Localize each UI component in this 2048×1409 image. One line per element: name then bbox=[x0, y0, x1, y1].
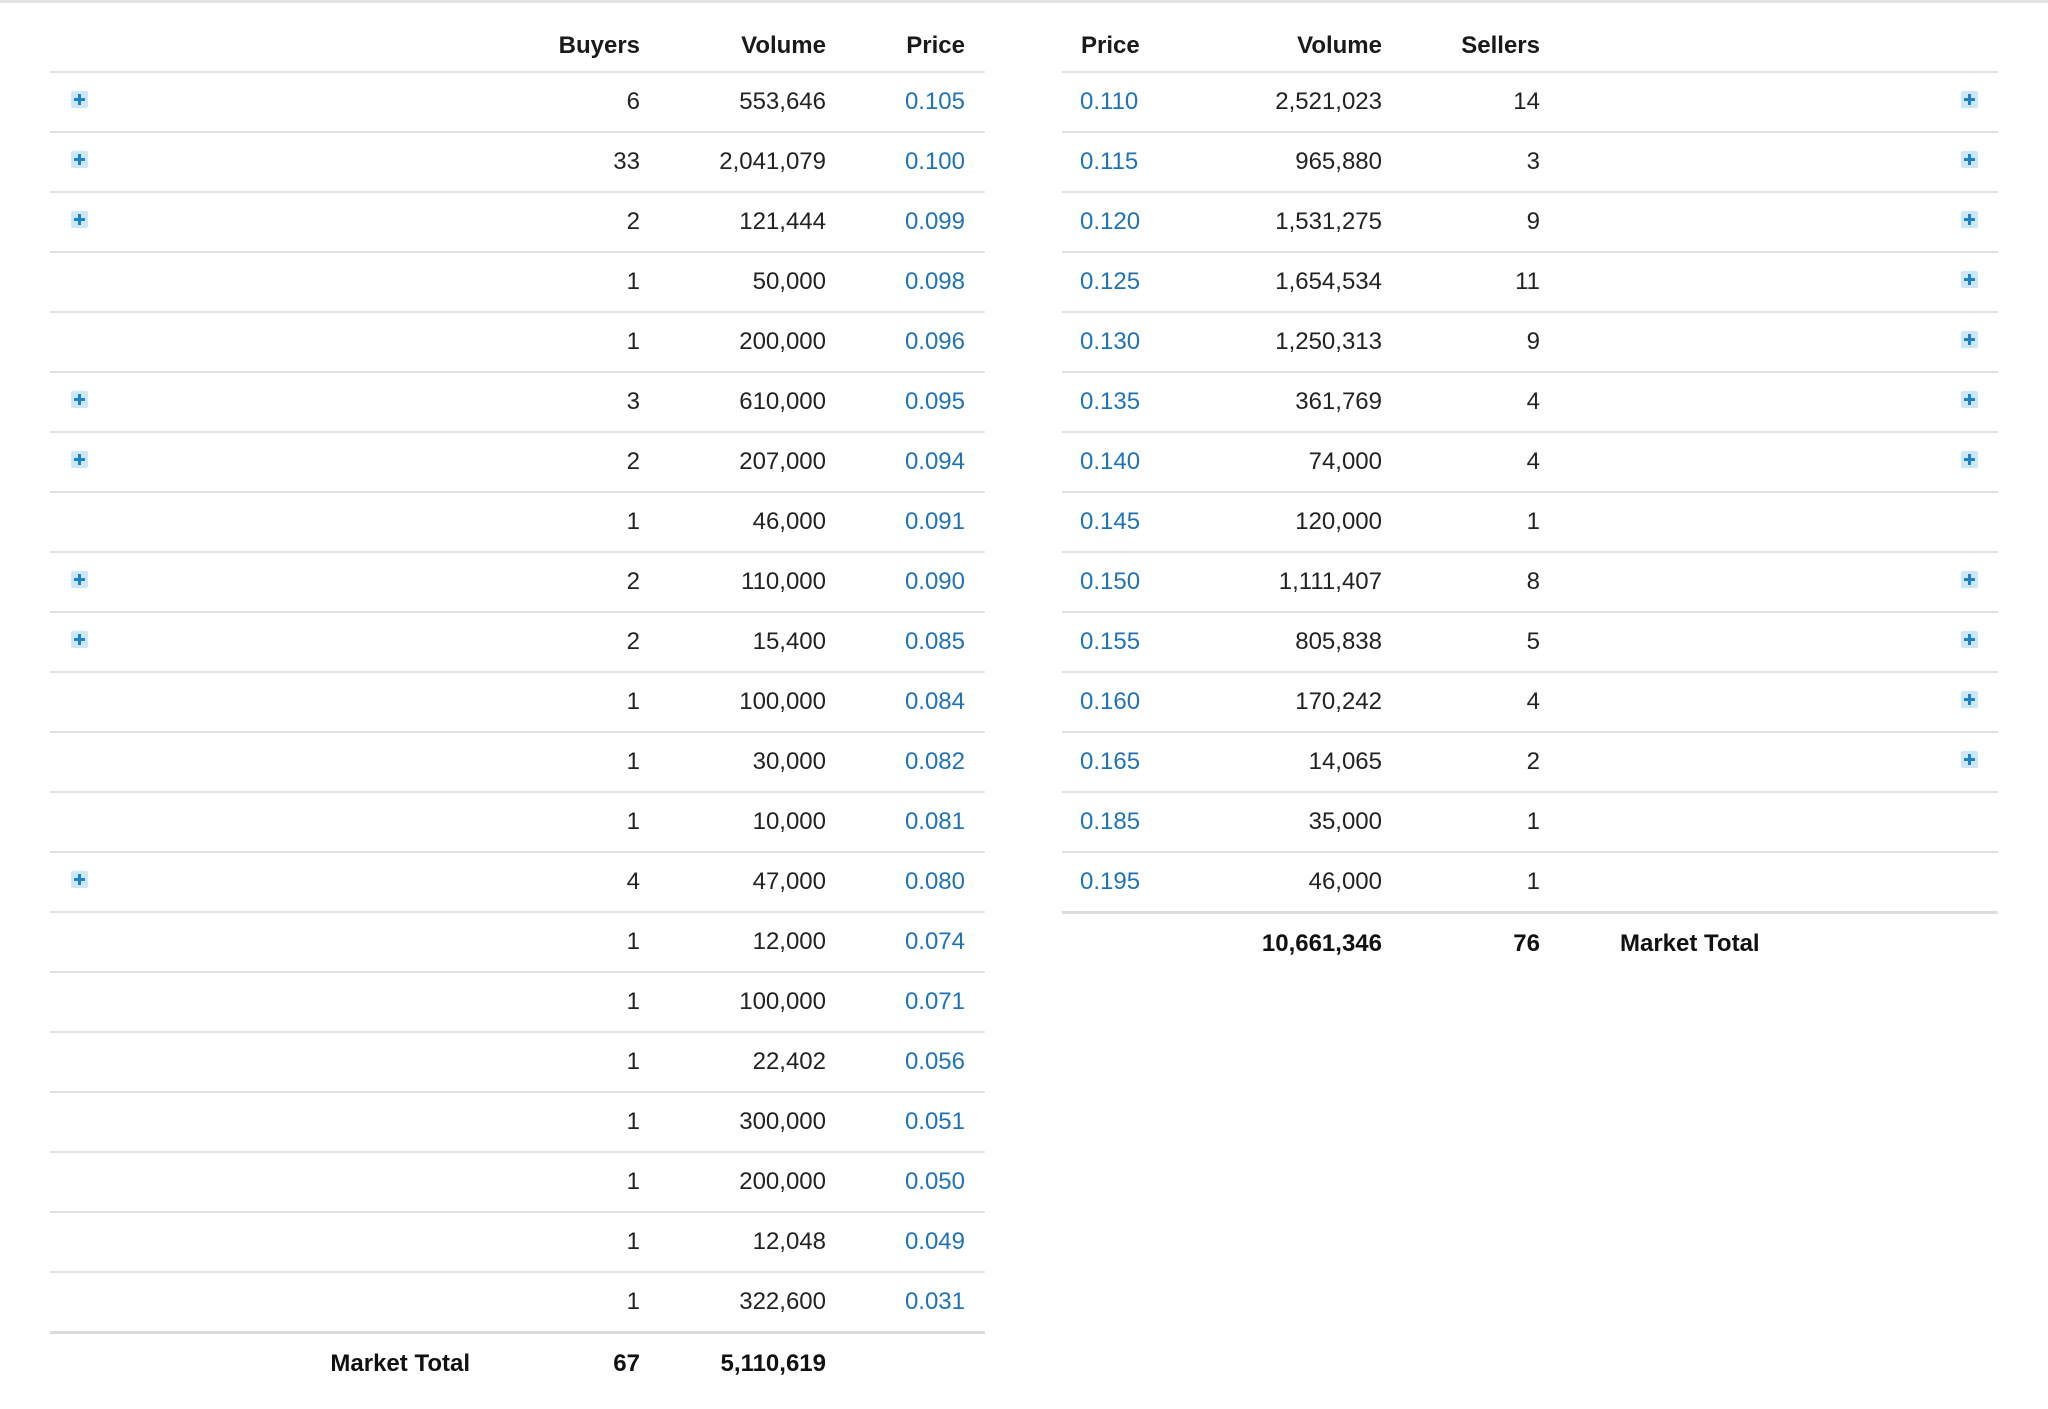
buyer-expand-cell bbox=[50, 252, 500, 312]
buyer-expand-cell bbox=[50, 132, 500, 192]
sellers-column-header: Sellers bbox=[1382, 20, 1540, 72]
buyers-market-total-row bbox=[50, 1333, 985, 1395]
buyer-row bbox=[50, 852, 985, 912]
seller-row bbox=[1062, 792, 1998, 852]
seller-volume: 965,880 bbox=[1227, 132, 1382, 192]
seller-expand-cell bbox=[1540, 612, 1998, 672]
seller-price-link[interactable]: 0.160 bbox=[1080, 688, 1141, 715]
buyer-count: 1 bbox=[500, 732, 640, 792]
buyer-count: 1 bbox=[500, 792, 640, 852]
sellers-rows bbox=[1062, 72, 1998, 974]
buyer-expand-cell bbox=[50, 1212, 500, 1272]
buyer-volume: 610,000 bbox=[640, 372, 826, 432]
plus-icon[interactable] bbox=[1961, 451, 1978, 468]
seller-row bbox=[1062, 552, 1998, 612]
seller-price-link[interactable]: 0.130 bbox=[1080, 328, 1141, 355]
buyer-count: 1 bbox=[500, 1032, 640, 1092]
seller-count: 9 bbox=[1382, 192, 1540, 252]
buyer-price-link[interactable]: 0.071 bbox=[904, 988, 965, 1015]
buyer-expand-cell bbox=[50, 972, 500, 1032]
buyer-count: 4 bbox=[500, 852, 640, 912]
buyers-price-column-header: Price bbox=[826, 20, 985, 72]
buyer-count: 33 bbox=[500, 132, 640, 192]
buyer-expand-cell bbox=[50, 492, 500, 552]
buyers-total-count: 67 bbox=[500, 1333, 640, 1395]
buyer-price-cell bbox=[826, 1272, 985, 1333]
buyer-volume: 30,000 bbox=[640, 732, 826, 792]
seller-row bbox=[1062, 372, 1998, 432]
seller-expand-cell bbox=[1540, 672, 1998, 732]
buyer-expand-cell bbox=[50, 1092, 500, 1152]
buyer-expand-cell bbox=[50, 1272, 500, 1333]
seller-price-link[interactable]: 0.165 bbox=[1080, 748, 1141, 775]
buyer-price-link[interactable]: 0.100 bbox=[904, 148, 965, 175]
seller-price-link[interactable]: 0.195 bbox=[1080, 868, 1141, 895]
seller-count: 3 bbox=[1382, 132, 1540, 192]
buyer-price-link[interactable]: 0.091 bbox=[904, 508, 965, 535]
buyer-row bbox=[50, 252, 985, 312]
buyer-price-cell bbox=[826, 1032, 985, 1092]
sellers-expand-header bbox=[1540, 20, 1998, 72]
buyer-price-link[interactable]: 0.105 bbox=[904, 88, 965, 115]
buyer-row bbox=[50, 432, 985, 492]
buyer-price-cell bbox=[826, 312, 985, 372]
buyer-price-link[interactable]: 0.099 bbox=[904, 208, 965, 235]
buyer-price-link[interactable]: 0.049 bbox=[904, 1228, 965, 1255]
seller-count: 4 bbox=[1382, 372, 1540, 432]
seller-price-cell bbox=[1062, 372, 1227, 432]
buyer-row bbox=[50, 972, 985, 1032]
seller-count: 2 bbox=[1382, 732, 1540, 792]
seller-expand-cell bbox=[1540, 792, 1998, 852]
buyer-count: 2 bbox=[500, 612, 640, 672]
seller-expand-cell bbox=[1540, 192, 1998, 252]
buyer-price-link[interactable]: 0.074 bbox=[904, 928, 965, 955]
buyer-price-link[interactable]: 0.095 bbox=[904, 388, 965, 415]
buyer-expand-cell bbox=[50, 1152, 500, 1212]
buyer-expand-cell bbox=[50, 792, 500, 852]
buyer-volume: 12,000 bbox=[640, 912, 826, 972]
seller-price-link[interactable]: 0.110 bbox=[1080, 88, 1139, 115]
plus-icon[interactable] bbox=[1961, 391, 1978, 408]
buyer-price-cell bbox=[826, 252, 985, 312]
sellers-market-total-label: Market Total bbox=[1540, 913, 1998, 975]
buyer-expand-cell bbox=[50, 72, 500, 132]
buyer-count: 2 bbox=[500, 552, 640, 612]
buyer-volume: 100,000 bbox=[640, 972, 826, 1032]
buyer-expand-cell bbox=[50, 1032, 500, 1092]
seller-count: 4 bbox=[1382, 672, 1540, 732]
buyer-price-link[interactable]: 0.090 bbox=[904, 568, 965, 595]
seller-count: 8 bbox=[1382, 552, 1540, 612]
seller-volume: 46,000 bbox=[1227, 852, 1382, 913]
seller-price-cell bbox=[1062, 732, 1227, 792]
buyer-row bbox=[50, 1032, 985, 1092]
buyer-price-cell bbox=[826, 912, 985, 972]
buyer-expand-cell bbox=[50, 612, 500, 672]
buyer-price-link[interactable]: 0.056 bbox=[904, 1048, 965, 1075]
seller-count: 14 bbox=[1382, 72, 1540, 132]
buyer-row bbox=[50, 612, 985, 672]
seller-price-cell bbox=[1062, 492, 1227, 552]
buyer-count: 2 bbox=[500, 192, 640, 252]
buyer-price-cell bbox=[826, 132, 985, 192]
buyer-price-cell bbox=[826, 672, 985, 732]
seller-row bbox=[1062, 672, 1998, 732]
buyer-count: 2 bbox=[500, 432, 640, 492]
buyer-price-cell bbox=[826, 492, 985, 552]
plus-icon[interactable] bbox=[71, 631, 88, 648]
buyer-volume: 207,000 bbox=[640, 432, 826, 492]
seller-row bbox=[1062, 732, 1998, 792]
plus-icon[interactable] bbox=[1961, 571, 1978, 588]
buyers-rows bbox=[50, 72, 985, 1394]
buyer-price-cell bbox=[826, 792, 985, 852]
sellers-total-count: 76 bbox=[1382, 913, 1540, 975]
buyer-volume: 121,444 bbox=[640, 192, 826, 252]
buyer-price-cell bbox=[826, 612, 985, 672]
seller-count: 4 bbox=[1382, 432, 1540, 492]
seller-price-cell bbox=[1062, 252, 1227, 312]
buyers-header-row bbox=[50, 20, 985, 72]
buyer-price-cell bbox=[826, 972, 985, 1032]
buyers-market-total-label: Market Total bbox=[50, 1333, 500, 1395]
seller-row bbox=[1062, 72, 1998, 132]
seller-price-cell bbox=[1062, 552, 1227, 612]
buyer-price-link[interactable]: 0.084 bbox=[904, 688, 965, 715]
buyer-expand-cell bbox=[50, 312, 500, 372]
buyer-volume: 46,000 bbox=[640, 492, 826, 552]
seller-price-cell bbox=[1062, 612, 1227, 672]
buyer-count: 1 bbox=[500, 1152, 640, 1212]
seller-row bbox=[1062, 852, 1998, 913]
buyer-count: 1 bbox=[500, 1092, 640, 1152]
buyer-price-cell bbox=[826, 432, 985, 492]
plus-icon[interactable] bbox=[71, 151, 88, 168]
buyers-column-header: Buyers bbox=[500, 20, 640, 72]
buyer-row bbox=[50, 312, 985, 372]
sellers-market-total-row bbox=[1062, 913, 1998, 975]
sellers-table bbox=[1062, 20, 1998, 974]
buyer-count: 1 bbox=[500, 492, 640, 552]
buyers-volume-column-header: Volume bbox=[640, 20, 826, 72]
seller-price-cell bbox=[1062, 672, 1227, 732]
seller-count: 1 bbox=[1382, 852, 1540, 913]
plus-icon[interactable] bbox=[1961, 211, 1978, 228]
buyers-table bbox=[50, 20, 985, 1394]
plus-icon[interactable] bbox=[1961, 631, 1978, 648]
plus-icon[interactable] bbox=[71, 211, 88, 228]
buyer-price-link[interactable]: 0.031 bbox=[904, 1288, 965, 1315]
plus-icon[interactable] bbox=[71, 451, 88, 468]
seller-volume: 1,654,534 bbox=[1227, 252, 1382, 312]
buyer-expand-cell bbox=[50, 852, 500, 912]
seller-expand-cell bbox=[1540, 312, 1998, 372]
buyer-volume: 22,402 bbox=[640, 1032, 826, 1092]
seller-count: 5 bbox=[1382, 612, 1540, 672]
plus-icon[interactable] bbox=[71, 391, 88, 408]
buyer-row bbox=[50, 192, 985, 252]
seller-price-link[interactable]: 0.125 bbox=[1080, 268, 1141, 295]
buyer-count: 1 bbox=[500, 912, 640, 972]
buyer-volume: 50,000 bbox=[640, 252, 826, 312]
buyer-volume: 47,000 bbox=[640, 852, 826, 912]
buyer-row bbox=[50, 912, 985, 972]
seller-volume: 35,000 bbox=[1227, 792, 1382, 852]
buyer-volume: 15,400 bbox=[640, 612, 826, 672]
seller-price-link[interactable]: 0.135 bbox=[1080, 388, 1141, 415]
sellers-volume-column-header: Volume bbox=[1227, 20, 1382, 72]
buyer-count: 1 bbox=[500, 1272, 640, 1333]
buyer-price-link[interactable]: 0.098 bbox=[904, 268, 965, 295]
buyer-price-link[interactable]: 0.050 bbox=[904, 1168, 965, 1195]
buyer-count: 1 bbox=[500, 972, 640, 1032]
seller-price-cell bbox=[1062, 312, 1227, 372]
buyer-volume: 2,041,079 bbox=[640, 132, 826, 192]
seller-price-link[interactable]: 0.155 bbox=[1080, 628, 1141, 655]
buyer-volume: 322,600 bbox=[640, 1272, 826, 1333]
buyer-expand-cell bbox=[50, 372, 500, 432]
buyer-price-cell bbox=[826, 1212, 985, 1272]
sellers-total-volume: 10,661,346 bbox=[1227, 913, 1382, 975]
plus-icon[interactable] bbox=[1961, 691, 1978, 708]
buyer-expand-cell bbox=[50, 912, 500, 972]
buyer-expand-cell bbox=[50, 552, 500, 612]
seller-row bbox=[1062, 612, 1998, 672]
plus-icon[interactable] bbox=[1961, 751, 1978, 768]
plus-icon[interactable] bbox=[71, 91, 88, 108]
buyer-row bbox=[50, 372, 985, 432]
plus-icon[interactable] bbox=[71, 571, 88, 588]
seller-expand-cell bbox=[1540, 372, 1998, 432]
seller-count: 1 bbox=[1382, 792, 1540, 852]
seller-volume: 14,065 bbox=[1227, 732, 1382, 792]
seller-expand-cell bbox=[1540, 132, 1998, 192]
seller-price-link[interactable]: 0.145 bbox=[1080, 508, 1141, 535]
seller-price-cell bbox=[1062, 432, 1227, 492]
sellers-total-empty bbox=[1062, 913, 1227, 975]
top-divider bbox=[0, 0, 2048, 3]
buyer-price-cell bbox=[826, 372, 985, 432]
seller-count: 11 bbox=[1382, 252, 1540, 312]
buyer-price-cell bbox=[826, 552, 985, 612]
buyer-count: 1 bbox=[500, 672, 640, 732]
seller-volume: 2,521,023 bbox=[1227, 72, 1382, 132]
seller-volume: 1,250,313 bbox=[1227, 312, 1382, 372]
buyer-volume: 110,000 bbox=[640, 552, 826, 612]
buyer-price-link[interactable]: 0.051 bbox=[904, 1108, 965, 1135]
buyer-row bbox=[50, 492, 985, 552]
seller-expand-cell bbox=[1540, 732, 1998, 792]
seller-expand-cell bbox=[1540, 432, 1998, 492]
buyer-count: 6 bbox=[500, 72, 640, 132]
plus-icon[interactable] bbox=[1961, 151, 1978, 168]
sellers-header-row bbox=[1062, 20, 1998, 72]
seller-count: 1 bbox=[1382, 492, 1540, 552]
buyer-expand-cell bbox=[50, 732, 500, 792]
buyer-volume: 200,000 bbox=[640, 312, 826, 372]
seller-expand-cell bbox=[1540, 552, 1998, 612]
buyer-price-cell bbox=[826, 852, 985, 912]
seller-row bbox=[1062, 432, 1998, 492]
buyer-count: 1 bbox=[500, 312, 640, 372]
seller-price-cell bbox=[1062, 792, 1227, 852]
buyer-volume: 553,646 bbox=[640, 72, 826, 132]
buyer-price-link[interactable]: 0.085 bbox=[904, 628, 965, 655]
seller-count: 9 bbox=[1382, 312, 1540, 372]
buyers-total-volume: 5,110,619 bbox=[640, 1333, 826, 1395]
seller-volume: 1,531,275 bbox=[1227, 192, 1382, 252]
plus-icon[interactable] bbox=[1961, 271, 1978, 288]
buyer-row bbox=[50, 792, 985, 852]
seller-expand-cell bbox=[1540, 72, 1998, 132]
seller-expand-cell bbox=[1540, 492, 1998, 552]
plus-icon[interactable] bbox=[1961, 331, 1978, 348]
buyer-expand-cell bbox=[50, 672, 500, 732]
buyer-volume: 300,000 bbox=[640, 1092, 826, 1152]
seller-price-link[interactable]: 0.150 bbox=[1080, 568, 1141, 595]
buyer-row bbox=[50, 552, 985, 612]
seller-volume: 120,000 bbox=[1227, 492, 1382, 552]
buyer-count: 1 bbox=[500, 252, 640, 312]
seller-volume: 74,000 bbox=[1227, 432, 1382, 492]
seller-volume: 361,769 bbox=[1227, 372, 1382, 432]
buyer-row bbox=[50, 672, 985, 732]
buyer-row bbox=[50, 1092, 985, 1152]
buyer-price-cell bbox=[826, 1152, 985, 1212]
seller-expand-cell bbox=[1540, 252, 1998, 312]
seller-row bbox=[1062, 312, 1998, 372]
seller-price-link[interactable]: 0.115 bbox=[1080, 148, 1139, 175]
plus-icon[interactable] bbox=[71, 871, 88, 888]
buyer-row bbox=[50, 732, 985, 792]
seller-price-cell bbox=[1062, 132, 1227, 192]
buyer-row bbox=[50, 1212, 985, 1272]
seller-row bbox=[1062, 252, 1998, 312]
buyer-price-link[interactable]: 0.094 bbox=[904, 448, 965, 475]
buyers-expand-header bbox=[50, 20, 500, 72]
buyer-count: 3 bbox=[500, 372, 640, 432]
seller-row bbox=[1062, 492, 1998, 552]
seller-price-cell bbox=[1062, 72, 1227, 132]
seller-price-link[interactable]: 0.120 bbox=[1080, 208, 1141, 235]
buyer-price-cell bbox=[826, 1092, 985, 1152]
buyer-row bbox=[50, 72, 985, 132]
buyer-expand-cell bbox=[50, 432, 500, 492]
buyer-price-cell bbox=[826, 192, 985, 252]
buyer-price-link[interactable]: 0.081 bbox=[904, 808, 965, 835]
buyer-expand-cell bbox=[50, 192, 500, 252]
seller-volume: 1,111,407 bbox=[1227, 552, 1382, 612]
buyer-row bbox=[50, 1152, 985, 1212]
seller-expand-cell bbox=[1540, 852, 1998, 913]
buyer-volume: 10,000 bbox=[640, 792, 826, 852]
sellers-price-column-header: Price bbox=[1062, 20, 1227, 72]
buyer-volume: 12,048 bbox=[640, 1212, 826, 1272]
buyer-volume: 100,000 bbox=[640, 672, 826, 732]
plus-icon[interactable] bbox=[1961, 91, 1978, 108]
buyer-row bbox=[50, 1272, 985, 1333]
buyer-volume: 200,000 bbox=[640, 1152, 826, 1212]
buyers-total-empty bbox=[826, 1333, 985, 1395]
buyer-price-cell bbox=[826, 72, 985, 132]
buyer-price-link[interactable]: 0.096 bbox=[904, 328, 965, 355]
seller-price-link[interactable]: 0.185 bbox=[1080, 808, 1141, 835]
seller-price-cell bbox=[1062, 852, 1227, 913]
buyer-row bbox=[50, 132, 985, 192]
seller-price-link[interactable]: 0.140 bbox=[1080, 448, 1141, 475]
seller-price-cell bbox=[1062, 192, 1227, 252]
seller-row bbox=[1062, 192, 1998, 252]
buyer-price-link[interactable]: 0.082 bbox=[904, 748, 965, 775]
buyer-price-link[interactable]: 0.080 bbox=[904, 868, 965, 895]
seller-volume: 805,838 bbox=[1227, 612, 1382, 672]
buyer-count: 1 bbox=[500, 1212, 640, 1272]
buyer-price-cell bbox=[826, 732, 985, 792]
seller-volume: 170,242 bbox=[1227, 672, 1382, 732]
seller-row bbox=[1062, 132, 1998, 192]
